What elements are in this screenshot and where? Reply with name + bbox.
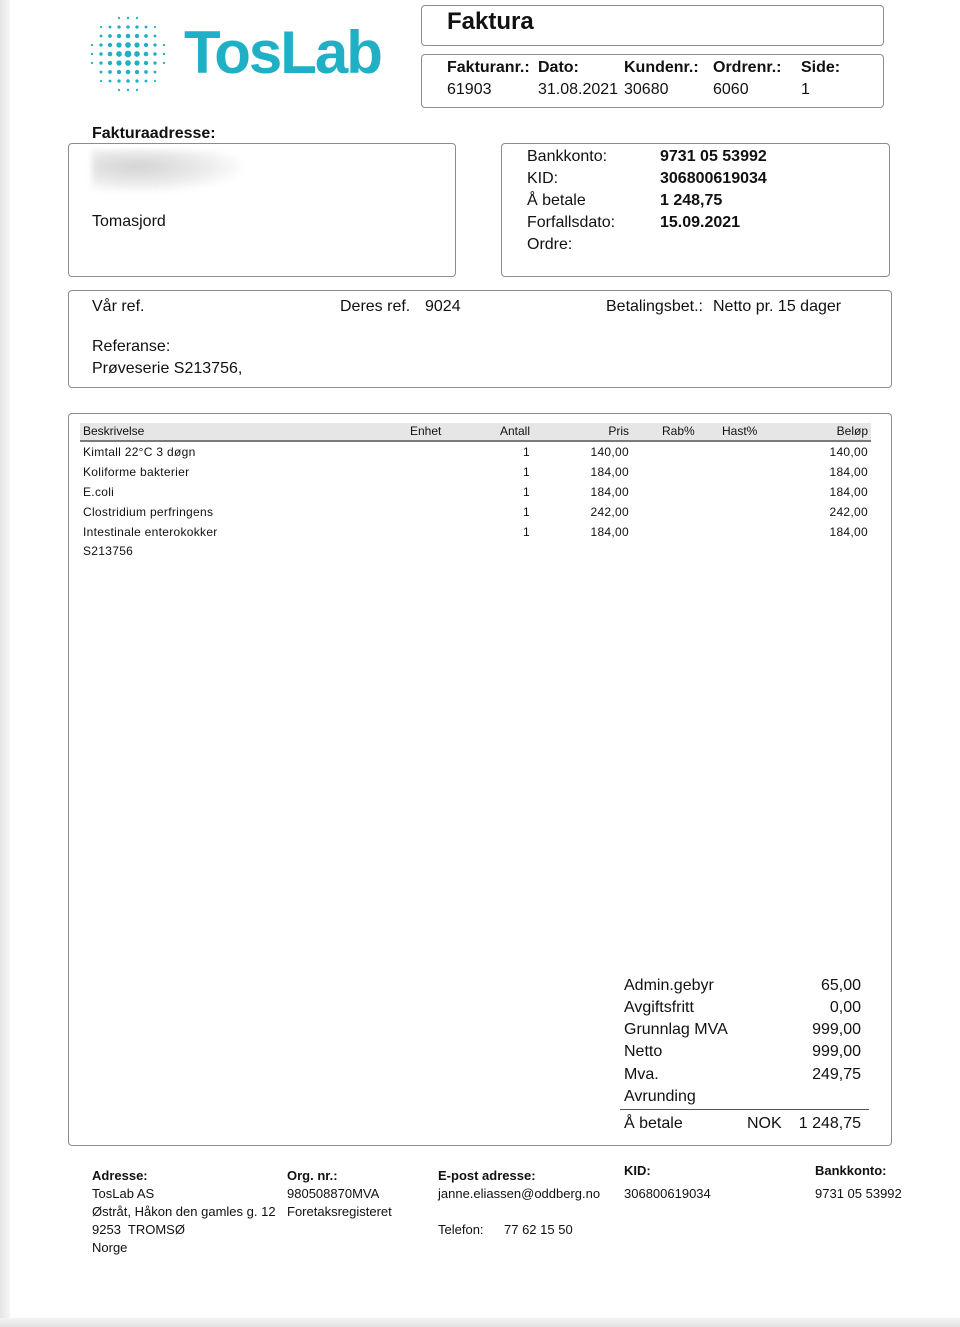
footer-address-line: 9253 TROMSØ [92,1222,185,1237]
logo-dot [116,51,122,57]
amount-due-label: Å betale [527,192,586,209]
logo-dot [100,26,102,28]
billing-city: Tomasjord [92,213,166,230]
logo-dots-icon [86,12,170,96]
cell-price: 184,00 [590,465,629,479]
logo-dot [154,71,157,74]
logo-dot [91,44,93,46]
logo-dot [153,43,156,46]
logo-dot [144,52,149,57]
logo-dot [126,79,130,83]
logo-dot [144,43,148,47]
cell-amount: 184,00 [829,465,868,479]
kid-value: 306800619034 [660,170,767,187]
bank-account: 9731 05 53992 [660,148,767,165]
logo-dot [108,52,113,57]
our-ref-label: Vår ref. [92,298,145,315]
footer-org-label: Org. nr.: [287,1168,338,1183]
col-description: Beskrivelse [83,424,145,438]
logo-dot [125,42,131,48]
logo-dot [116,42,121,47]
reference-label: Referanse: [92,338,171,355]
logo-dot [99,61,102,64]
cell-price: 184,00 [590,485,629,499]
logo-dot [127,89,129,91]
cell-amount: 242,00 [829,505,868,519]
page-edge-bottom [0,1318,960,1327]
admin-fee: 65,00 [820,977,861,994]
logo-dot [117,34,121,38]
footer-address-line: Norge [92,1240,128,1255]
summary-divider [620,1109,869,1110]
footer-email[interactable]: janne.eliassen@oddberg.no [438,1186,601,1201]
logo-dot [108,61,112,65]
logo-dot [118,89,120,91]
order-no: 6060 [713,81,749,98]
footer-kid: 306800619034 [624,1186,711,1201]
vat-value: 249,75 [812,1066,861,1083]
logo-dot [117,70,121,74]
page-edge [0,0,10,1327]
logo-dot [100,71,103,74]
date-label: Dato: [538,59,579,76]
logo-dot [109,26,112,29]
footer-phone-label: Telefon: [438,1222,484,1237]
logo-dot [153,52,157,56]
payment-terms: Netto pr. 15 dager [713,298,842,315]
cell-qty: 1 [523,465,530,479]
vat-base-label: Grunnlag MVA [624,1021,728,1038]
logo-dot [136,89,138,91]
customer-no: 30680 [624,81,669,98]
cell-qty: 1 [523,505,530,519]
logo-dot [163,53,165,55]
logo-dot [134,60,139,65]
logo-dot [144,34,148,38]
table-note: S213756 [83,544,134,558]
logo-dot [153,61,156,64]
logo-dot [163,62,165,64]
their-ref: 9024 [425,298,461,315]
logo-dot [135,25,138,28]
cell-description: Intestinale enterokokker [83,525,218,539]
cell-price: 184,00 [590,525,629,539]
footer-phone: 77 62 15 50 [504,1222,573,1237]
logo-dot [100,80,102,82]
kid-label: KID: [527,170,559,187]
cell-description: Clostridium perfringens [83,505,214,519]
logo-dot [108,34,112,38]
logo-dot [134,42,139,47]
bank-account-label: Bankkonto: [527,148,608,165]
logo-dot [135,34,139,38]
logo-dot [126,70,131,75]
logo-dot [99,52,103,56]
logo-dot [126,25,130,29]
col-discount: Rab% [662,424,695,438]
cell-qty: 1 [523,485,530,499]
col-rush: Hast% [722,424,758,438]
cell-amount: 184,00 [829,525,868,539]
logo-dot [127,17,129,19]
logo-dot [117,25,120,28]
reference-value: Prøveserie S213756, [92,360,243,377]
logo-dot [144,61,148,65]
logo-text: TosLab [184,19,381,86]
their-ref-label: Deres ref. [340,298,411,315]
page-no: 1 [801,81,810,98]
logo-dot [134,51,140,57]
admin-fee-label: Admin.gebyr [624,977,714,994]
due-date-label: Forfallsdato: [527,214,616,231]
col-unit: Enhet [410,424,442,438]
logo-dot [135,79,138,82]
rounding-label: Avrunding [624,1088,696,1105]
cell-description: E.coli [83,485,115,499]
net-label: Netto [624,1043,663,1060]
logo-dot [125,60,131,66]
document-title: Faktura [447,8,534,35]
tax-free: 0,00 [829,999,861,1016]
footer-org-no: 980508870MVA [287,1186,380,1201]
logo-dot [108,43,112,47]
total-label: Å betale [624,1115,683,1132]
invoice-no: 61903 [447,81,492,98]
logo-dot [99,43,102,46]
footer-address-line: TosLab AS [92,1186,155,1201]
logo-dot [135,70,139,74]
logo-dot [91,62,93,64]
logo-dot [144,70,148,74]
logo-dot [116,60,121,65]
footer-bank: 9731 05 53992 [815,1186,902,1201]
logo-dot [100,35,103,38]
cell-price: 140,00 [590,445,629,459]
logo-dot [145,80,148,83]
footer-kid-label: KID: [624,1163,651,1178]
amount-due: 1 248,75 [660,192,723,209]
logo-dot [154,26,156,28]
order-label: Ordre: [527,236,573,253]
logo-dot [136,17,138,19]
cell-qty: 1 [523,445,530,459]
customer-no-label: Kundenr.: [624,59,699,76]
col-qty: Antall [500,424,531,438]
cell-qty: 1 [523,525,530,539]
due-date: 15.09.2021 [660,214,741,231]
logo-dot [117,79,120,82]
logo-dot [154,35,157,38]
vat-label: Mva. [624,1066,659,1083]
invoice-date: 31.08.2021 [538,81,619,98]
cell-price: 242,00 [590,505,629,519]
cell-amount: 140,00 [829,445,868,459]
logo-dot [91,53,93,55]
logo-dot [126,34,131,39]
net-value: 999,00 [812,1043,861,1060]
vat-base: 999,00 [812,1021,861,1038]
page-label: Side: [801,59,841,76]
currency: NOK [747,1115,782,1132]
billing-address-label: Fakturaadresse: [92,125,216,142]
order-no-label: Ordrenr.: [713,59,782,76]
footer-address-line: Østråt, Håkon den gamles g. 12 [92,1204,276,1219]
payment-terms-label: Betalingsbet.: [606,298,703,315]
redacted-address [92,150,242,192]
footer-org-register: Foretaksregisteret [287,1204,392,1219]
invoice-no-label: Fakturanr.: [447,59,530,76]
line-items-box [68,413,892,1146]
logo-dot [125,51,132,58]
cell-amount: 184,00 [829,485,868,499]
logo-dot [145,26,148,29]
footer-bank-label: Bankkonto: [815,1163,887,1178]
col-price: Pris [608,424,629,438]
footer-email-label: E-post adresse: [438,1168,536,1183]
cell-description: Koliforme bakterier [83,465,190,479]
logo-dot [163,44,165,46]
logo-dot [109,80,112,83]
logo-dot [108,70,112,74]
logo-dot [118,17,120,19]
tax-free-label: Avgiftsfritt [624,999,694,1016]
cell-description: Kimtall 22°C 3 døgn [83,445,196,459]
col-amount: Beløp [836,424,868,438]
total-amount: 1 248,75 [798,1115,861,1132]
footer-address-label: Adresse: [92,1168,148,1183]
logo-dot [154,80,156,82]
